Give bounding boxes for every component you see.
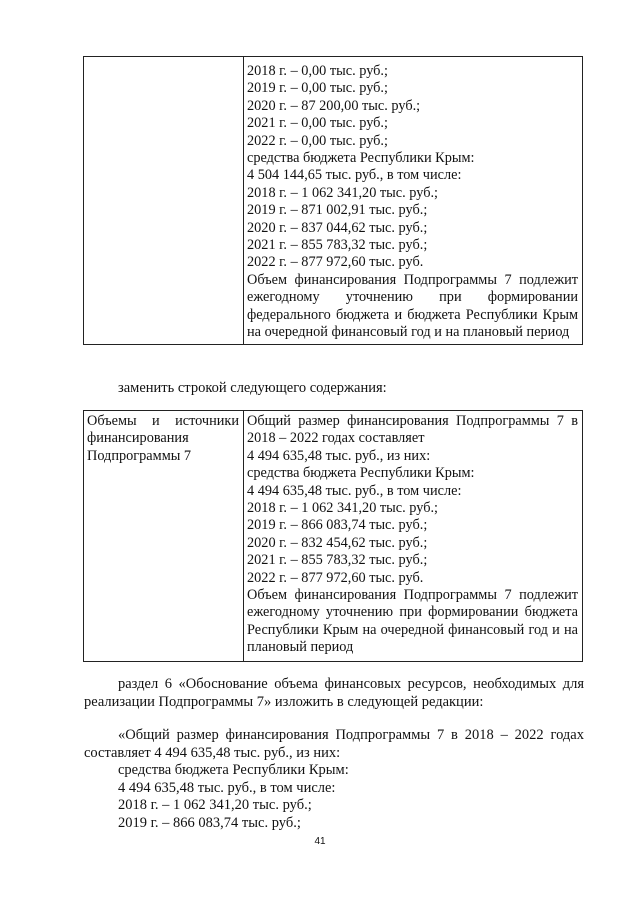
list-item: 2021 г. – 855 783,32 тыс. руб.; xyxy=(247,552,428,569)
list-item: Общий размер финансирования Подпрограммы 7 в 2018 – 2022 годах составляет xyxy=(247,413,578,447)
list-item: 4 504 144,65 тыс. руб., в том числе: xyxy=(247,167,462,184)
note-text: Объем финансирования Подпрограммы 7 подлежит ежегодному уточнению при формировании федерального бюджета и бюджета Республики Крым на очередной финансовый год и на плановый период xyxy=(247,271,578,341)
list-item: 2022 г. – 0,00 тыс. руб.; xyxy=(247,132,388,149)
list-item: 2019 г. – 0,00 тыс. руб.; xyxy=(247,80,388,97)
replace-instruction: заменить строкой следующего содержания: xyxy=(118,380,387,396)
list-item: средства бюджета Республики Крым: xyxy=(247,150,475,167)
list-item: 2021 г. – 855 783,32 тыс. руб.; xyxy=(247,237,428,254)
list-item: 2018 г. – 1 062 341,20 тыс. руб.; xyxy=(247,500,439,517)
section-6-instruction: раздел 6 «Обоснование объема финансовых ресурсов, необходимых для реализации Подпрограммы 7» изложить в следующей редакции: xyxy=(84,676,584,710)
list-item: 2019 г. – 866 083,74 тыс. руб.; xyxy=(118,814,301,831)
list-item: 2022 г. – 877 972,60 тыс. руб. xyxy=(247,569,424,586)
list-item: 2022 г. – 877 972,60 тыс. руб. xyxy=(247,254,424,271)
funding-note-old xyxy=(247,272,578,342)
page-number: 41 xyxy=(314,836,326,847)
list-item: 2019 г. – 866 083,74 тыс. руб.; xyxy=(247,517,428,534)
quote-first-paragraph: «Общий размер финансирования Подпрограммы 7 в 2018 – 2022 годах составляет 4 494 635,48 тыс. руб., из них: xyxy=(84,727,584,761)
list-item: 2020 г. – 87 200,00 тыс. руб.; xyxy=(247,97,421,114)
list-item: 2018 г. – 1 062 341,20 тыс. руб.; xyxy=(247,184,439,201)
funding-table-old xyxy=(83,56,583,345)
list-item: 2020 г. – 837 044,62 тыс. руб.; xyxy=(247,219,428,236)
quoted-section-6 xyxy=(84,727,584,833)
list-item: 2019 г. – 871 002,91 тыс. руб.; xyxy=(247,202,428,219)
list-item: средства бюджета Республики Крым: xyxy=(118,762,349,779)
note-text: Объем финансирования Подпрограммы 7 подлежит ежегодному уточнению при формировании бюджета Республики Крым на очередной финансовый год и на плановый период xyxy=(247,587,578,656)
funding-note-new xyxy=(247,587,578,657)
table-cell-funding-old xyxy=(244,57,583,345)
funding-table-new xyxy=(83,410,583,662)
list-item: 2020 г. – 832 454,62 тыс. руб.; xyxy=(247,534,428,551)
table-cell-label xyxy=(84,411,244,662)
table-row xyxy=(84,57,583,345)
row-label: Объемы и источники финансирования Подпрограммы 7 xyxy=(87,413,239,464)
table-cell-empty xyxy=(84,57,244,345)
table-row xyxy=(84,411,583,662)
list-item: 4 494 635,48 тыс. руб., из них: xyxy=(247,447,431,464)
list-item: 4 494 635,48 тыс. руб., в том числе: xyxy=(247,482,462,499)
list-item: 4 494 635,48 тыс. руб., в том числе: xyxy=(118,779,336,796)
list-item: средства бюджета Республики Крым: xyxy=(247,465,475,482)
list-item: 2018 г. – 0,00 тыс. руб.; xyxy=(247,63,388,79)
table-cell-funding-new xyxy=(244,411,583,662)
list-item: 2021 г. – 0,00 тыс. руб.; xyxy=(247,115,388,132)
list-item: 2018 г. – 1 062 341,20 тыс. руб.; xyxy=(118,797,312,814)
funding-intro xyxy=(247,413,578,448)
